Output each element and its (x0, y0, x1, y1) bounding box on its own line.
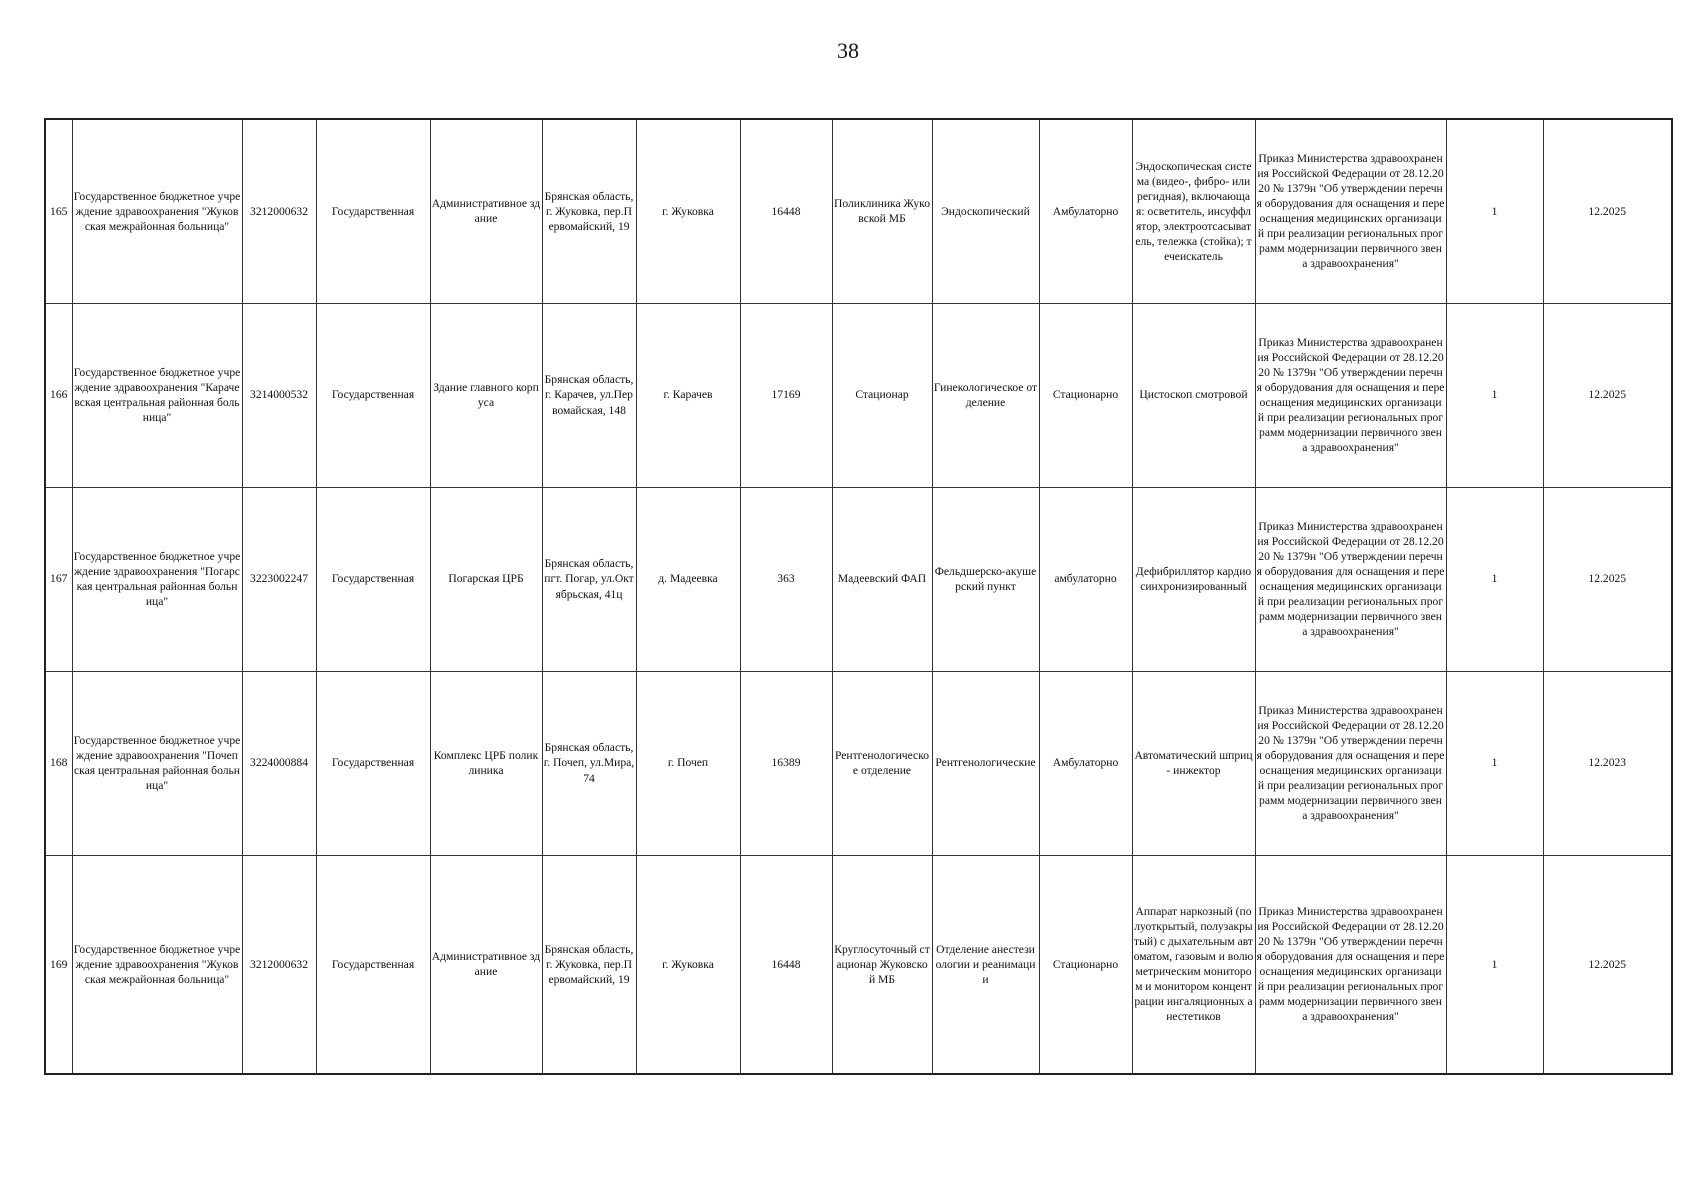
row-number: 165 (45, 119, 72, 303)
address: Брянская область, г. Жуковка, пер.Первомайский, 19 (542, 119, 636, 303)
care-type: Стационарно (1039, 855, 1132, 1074)
structural-unit: Мадеевский ФАП (832, 487, 932, 671)
delivery-date: 12.2025 (1543, 855, 1672, 1074)
legal-basis: Приказ Министерства здравоохранения Российской Федерации от 28.12.2020 № 1379н "Об утверждении перечня оборудования для оснащения и переоснащения медицинских организаций при реализации региональных программ модернизации первичного звена здравоохранения" (1255, 855, 1446, 1074)
delivery-date: 12.2025 (1543, 119, 1672, 303)
structural-unit: Рентгенологическое отделение (832, 671, 932, 855)
locality: г. Жуковка (636, 119, 740, 303)
organization-name: Государственное бюджетное учреждение здравоохранения "Жуковская межрайонная больница" (72, 855, 242, 1074)
quantity: 1 (1446, 487, 1543, 671)
building-name: Административное здание (430, 855, 542, 1074)
organization-name: Государственное бюджетное учреждение здравоохранения "Жуковская межрайонная больница" (72, 119, 242, 303)
table-row (45, 671, 1672, 855)
population: 16448 (740, 119, 832, 303)
building-name: Здание главного корпуса (430, 303, 542, 487)
population: 16389 (740, 671, 832, 855)
inn-code: 3212000632 (242, 119, 316, 303)
table-row (45, 119, 1672, 303)
population: 363 (740, 487, 832, 671)
legal-basis: Приказ Министерства здравоохранения Российской Федерации от 28.12.2020 № 1379н "Об утверждении перечня оборудования для оснащения и переоснащения медицинских организаций при реализации региональных программ модернизации первичного звена здравоохранения" (1255, 303, 1446, 487)
locality: г. Почеп (636, 671, 740, 855)
address: Брянская область, пгт. Погар, ул.Октябрьская, 41ц (542, 487, 636, 671)
delivery-date: 12.2025 (1543, 487, 1672, 671)
building-name: Погарская ЦРБ (430, 487, 542, 671)
equipment-name: Аппарат наркозный (полуоткрытый, полузакрытый) с дыхательным автоматом, газовым и волюметрическим монитором и монитором концентрации ингаляционных анестетиков (1132, 855, 1255, 1074)
inn-code: 3223002247 (242, 487, 316, 671)
care-type: Стационарно (1039, 303, 1132, 487)
locality: д. Мадеевка (636, 487, 740, 671)
table-row (45, 303, 1672, 487)
quantity: 1 (1446, 119, 1543, 303)
locality: г. Карачев (636, 303, 740, 487)
table-row (45, 487, 1672, 671)
department: Отделение анестезиологии и реанимации (932, 855, 1039, 1074)
organization-name: Государственное бюджетное учреждение здравоохранения "Почепская центральная районная больница" (72, 671, 242, 855)
quantity: 1 (1446, 855, 1543, 1074)
table-row (45, 855, 1672, 1074)
address: Брянская область, г. Карачев, ул.Первомайская, 148 (542, 303, 636, 487)
structural-unit: Стационар (832, 303, 932, 487)
row-number: 166 (45, 303, 72, 487)
inn-code: 3212000632 (242, 855, 316, 1074)
building-name: Административное здание (430, 119, 542, 303)
department: Фельдшерско-акушерский пункт (932, 487, 1039, 671)
legal-basis: Приказ Министерства здравоохранения Российской Федерации от 28.12.2020 № 1379н "Об утверждении перечня оборудования для оснащения и переоснащения медицинских организаций при реализации региональных программ модернизации первичного звена здравоохранения" (1255, 671, 1446, 855)
legal-basis: Приказ Министерства здравоохранения Российской Федерации от 28.12.2020 № 1379н "Об утверждении перечня оборудования для оснащения и переоснащения медицинских организаций при реализации региональных программ модернизации первичного звена здравоохранения" (1255, 487, 1446, 671)
row-number: 169 (45, 855, 72, 1074)
delivery-date: 12.2023 (1543, 671, 1672, 855)
ownership-form: Государственная (316, 303, 430, 487)
page-number: 38 (837, 38, 859, 63)
equipment-name: Автоматический шприц - инжектор (1132, 671, 1255, 855)
structural-unit: Поликлиника Жуковской МБ (832, 119, 932, 303)
building-name: Комплекс ЦРБ поликлиника (430, 671, 542, 855)
row-number: 167 (45, 487, 72, 671)
care-type: Амбулаторно (1039, 119, 1132, 303)
inn-code: 3224000884 (242, 671, 316, 855)
row-number: 168 (45, 671, 72, 855)
ownership-form: Государственная (316, 671, 430, 855)
department: Рентгенологические (932, 671, 1039, 855)
inn-code: 3214000532 (242, 303, 316, 487)
quantity: 1 (1446, 671, 1543, 855)
care-type: амбулаторно (1039, 487, 1132, 671)
equipment-name: Дефибриллятор кардиосинхронизированный (1132, 487, 1255, 671)
locality: г. Жуковка (636, 855, 740, 1074)
ownership-form: Государственная (316, 119, 430, 303)
population: 17169 (740, 303, 832, 487)
ownership-form: Государственная (316, 487, 430, 671)
care-type: Амбулаторно (1039, 671, 1132, 855)
organization-name: Государственное бюджетное учреждение здравоохранения "Карачевская центральная районная больница" (72, 303, 242, 487)
address: Брянская область, г. Почеп, ул.Мира, 74 (542, 671, 636, 855)
structural-unit: Круглосуточный стационар Жуковской МБ (832, 855, 932, 1074)
department: Гинекологическое отделение (932, 303, 1039, 487)
table-body (45, 119, 1672, 1074)
legal-basis: Приказ Министерства здравоохранения Российской Федерации от 28.12.2020 № 1379н "Об утверждении перечня оборудования для оснащения и переоснащения медицинских организаций при реализации региональных программ модернизации первичного звена здравоохранения" (1255, 119, 1446, 303)
quantity: 1 (1446, 303, 1543, 487)
ownership-form: Государственная (316, 855, 430, 1074)
organization-name: Государственное бюджетное учреждение здравоохранения "Погарская центральная районная больница" (72, 487, 242, 671)
population: 16448 (740, 855, 832, 1074)
delivery-date: 12.2025 (1543, 303, 1672, 487)
department: Эндоскопический (932, 119, 1039, 303)
address: Брянская область, г. Жуковка, пер.Первомайский, 19 (542, 855, 636, 1074)
equipment-name: Цистоскоп смотровой (1132, 303, 1255, 487)
equipment-name: Эндоскопическая система (видео-, фибро- или регидная), включающая: осветитель, инсуффлятор, электроотсасыватель, тележка (стойка); течеискатель (1132, 119, 1255, 303)
equipment-registry-table (44, 118, 1673, 1075)
